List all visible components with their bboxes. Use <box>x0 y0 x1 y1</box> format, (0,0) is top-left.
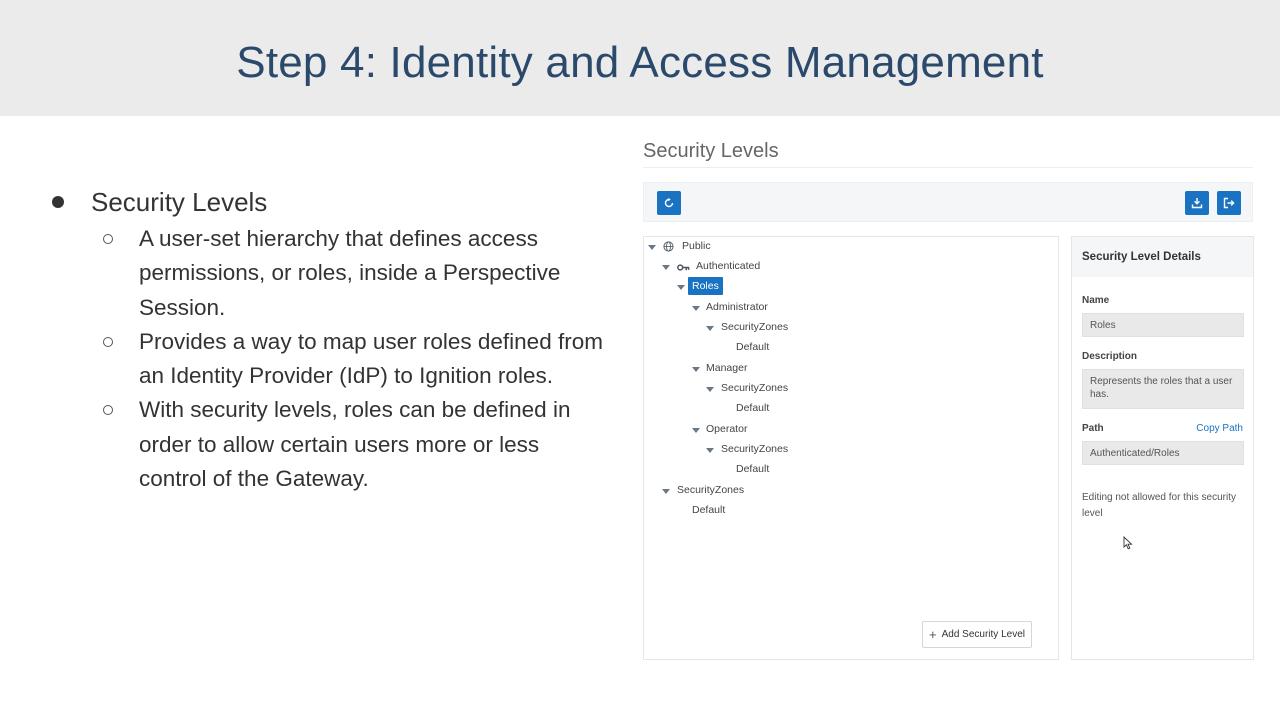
bullet-security-levels: Security Levels <box>52 184 612 220</box>
key-icon <box>677 263 690 272</box>
chevron-down-icon[interactable] <box>662 265 670 270</box>
chevron-down-icon[interactable] <box>692 367 700 372</box>
tree-node-default[interactable]: Default <box>736 463 770 475</box>
sub-bullet: A user-set hierarchy that defines access permissions, or roles, inside a Perspective Session. <box>100 222 612 325</box>
name-label: Name <box>1082 295 1110 306</box>
page-title: Security Levels <box>643 140 779 162</box>
chevron-down-icon[interactable] <box>692 306 700 311</box>
ring-bullet-icon <box>103 234 113 244</box>
refresh-icon <box>663 197 675 209</box>
sub-bullet: Provides a way to map user roles defined from an Identity Provider (IdP) to Ignition roles. <box>100 325 612 394</box>
chevron-down-icon[interactable] <box>662 489 670 494</box>
mouse-cursor-icon <box>1123 536 1133 550</box>
tree-node-manager[interactable]: Manager <box>706 362 748 374</box>
path-field: Authenticated/Roles <box>1082 441 1244 465</box>
download-button[interactable] <box>1185 191 1209 215</box>
path-label: Path <box>1082 423 1104 434</box>
tree-node-authenticated[interactable]: Authenticated <box>696 260 761 272</box>
download-icon <box>1191 197 1203 209</box>
description-label: Description <box>1082 351 1138 362</box>
divider <box>643 167 1253 168</box>
chevron-down-icon[interactable] <box>677 285 685 290</box>
chevron-down-icon[interactable] <box>648 245 656 250</box>
tree-node-securityzones[interactable]: SecurityZones <box>677 484 745 496</box>
tree-node-securityzones[interactable]: SecurityZones <box>721 443 789 455</box>
exit-icon <box>1223 197 1235 209</box>
bullet-dot-icon <box>52 196 64 208</box>
copy-path-link[interactable]: Copy Path <box>1196 423 1243 434</box>
chevron-down-icon[interactable] <box>706 326 714 331</box>
chevron-down-icon[interactable] <box>692 428 700 433</box>
chevron-down-icon[interactable] <box>706 448 714 453</box>
tree-node-roles[interactable]: Roles <box>688 277 723 295</box>
sub-bullet-list <box>100 222 612 496</box>
tree-node-public[interactable]: Public <box>682 240 711 252</box>
details-title: Security Level Details <box>1082 251 1201 263</box>
chevron-down-icon[interactable] <box>706 387 714 392</box>
slide-header <box>0 0 1280 116</box>
refresh-button[interactable] <box>657 191 681 215</box>
details-header <box>1072 237 1253 277</box>
tree-node-default[interactable]: Default <box>736 341 770 353</box>
security-level-tree <box>643 236 1059 660</box>
tree-node-operator[interactable]: Operator <box>706 423 748 435</box>
tree-node-default[interactable]: Default <box>692 504 726 516</box>
tree-node-administrator[interactable]: Administrator <box>706 301 768 313</box>
sub-bullet: With security levels, roles can be defined in order to allow certain users more or less control of the Gateway. <box>100 393 612 496</box>
exit-button[interactable] <box>1217 191 1241 215</box>
globe-icon <box>663 241 674 252</box>
toolbar <box>643 182 1253 222</box>
add-security-level-button[interactable]: + Add Security Level <box>922 621 1032 648</box>
description-field: Represents the roles that a user has. <box>1082 369 1244 409</box>
name-field: Roles <box>1082 313 1244 337</box>
ring-bullet-icon <box>103 405 113 415</box>
slide-title: Step 4: Identity and Access Management <box>236 38 1044 87</box>
edit-note: Editing not allowed for this security level <box>1082 492 1236 519</box>
tree-node-default[interactable]: Default <box>736 402 770 414</box>
plus-icon: + <box>929 627 937 642</box>
security-level-details <box>1071 236 1254 660</box>
tree-node-securityzones[interactable]: SecurityZones <box>721 382 789 394</box>
tree-node-securityzones[interactable]: SecurityZones <box>721 321 789 333</box>
bullet-list <box>52 184 612 496</box>
ring-bullet-icon <box>103 337 113 347</box>
